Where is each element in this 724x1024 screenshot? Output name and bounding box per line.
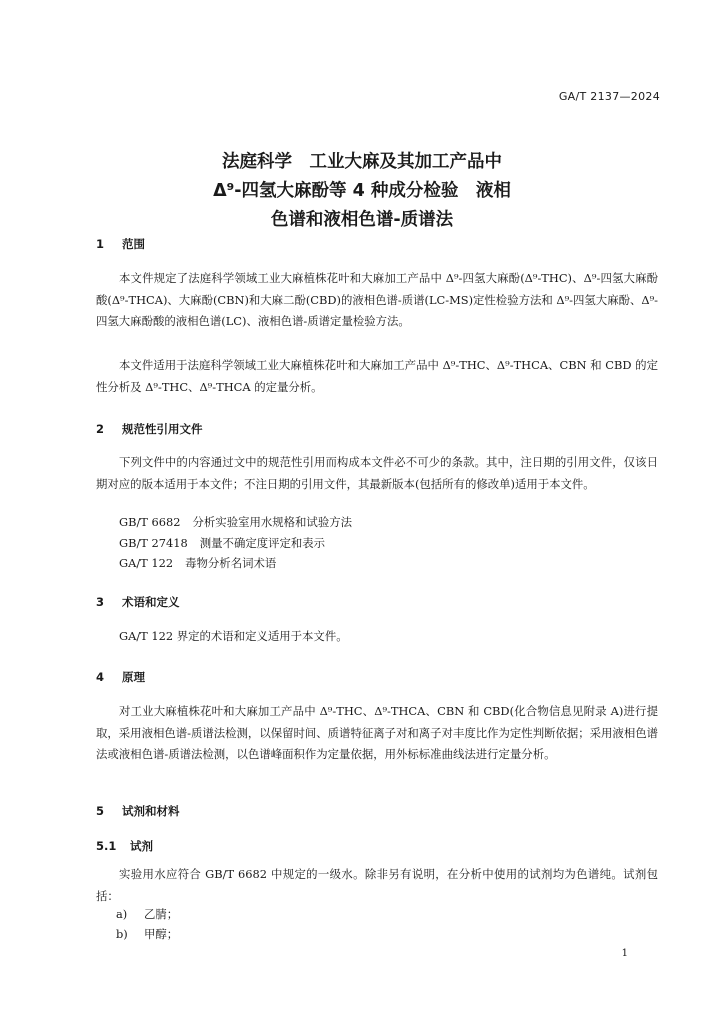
list-text: 甲醇； <box>144 927 179 941</box>
normative-reference <box>119 514 352 530</box>
list-text: 乙腈； <box>144 907 179 921</box>
reagent-list-item <box>116 926 178 942</box>
reference-code: GA/T 122 <box>119 556 174 570</box>
section-3-paragraph-1: GA/T 122 界定的术语和定义适用于本文件。 <box>119 629 348 643</box>
section-1-paragraph-1: 本文件规定了法庭科学领域工业大麻植株花叶和大麻加工产品中 Δ⁹-四氢大麻酚(Δ⁹-THC)、Δ⁹-四氢大麻酚酸(Δ⁹-THCA)、大麻酚(CBN)和大麻二酚(CBD)的液相色谱-质谱(LC-MS)定性检验方法和 Δ⁹-四氢大麻酚、Δ⁹-四氢大麻酚酸的液相色谱(LC)、液相色谱-质谱定量检验方法。 <box>96 271 659 328</box>
page-number: 1 <box>621 948 628 959</box>
section-2-paragraph-1: 下列文件中的内容通过文中的规范性引用而构成本文件必不可少的条款。其中，注日期的引用文件，仅该日期对应的版本适用于本文件；不注日期的引用文件，其最新版本(包括所有的修改单)适用于本文件。 <box>96 455 658 491</box>
reagent-list-item <box>116 906 178 922</box>
section-title: 试剂和材料 <box>122 804 180 818</box>
list-marker: b) <box>116 927 128 941</box>
normative-reference <box>119 555 276 571</box>
reference-code: GB/T 27418 <box>119 536 188 550</box>
section-2-heading <box>96 421 203 437</box>
section-5-1-heading <box>96 838 153 854</box>
section-title: 规范性引用文件 <box>122 422 203 436</box>
section-4-heading <box>96 669 145 685</box>
reference-title: 测量不确定度评定和表示 <box>199 536 326 550</box>
section-title: 范围 <box>122 237 145 251</box>
reference-code: GB/T 6682 <box>119 515 181 529</box>
reference-title: 毒物分析名词术语 <box>185 556 277 570</box>
normative-reference <box>119 535 325 551</box>
section-number: 2 <box>96 422 105 436</box>
section-3-heading <box>96 594 180 610</box>
section-number: 5.1 <box>96 839 117 853</box>
list-marker: a) <box>116 907 128 921</box>
section-title: 术语和定义 <box>122 595 180 609</box>
section-number: 1 <box>96 237 105 251</box>
standard-code: GA/T 2137—2024 <box>558 90 660 103</box>
title-line-3: 色谱和液相色谱-质谱法 <box>270 210 454 230</box>
section-title: 试剂 <box>130 839 153 853</box>
title-line-1: 法庭科学 工业大麻及其加工产品中 <box>222 152 502 172</box>
section-1-heading <box>96 236 145 252</box>
title-line-2: Δ⁹-四氢大麻酚等 4 种成分检验 液相 <box>213 181 511 201</box>
section-number: 4 <box>96 670 105 684</box>
section-4-paragraph-1: 对工业大麻植株花叶和大麻加工产品中 Δ⁹-THC、Δ⁹-THCA、CBN 和 CBD(化合物信息见附录 A)进行提取，采用液相色谱-质谱法检测，以保留时间、质谱特征离子对和离子对丰度比作为定性判断依据；采用液相色谱法或液相色谱-质谱法检测，以色谱峰面积作为定量依据，用外标标准曲线法进行定量分析。 <box>96 704 658 761</box>
section-5-1-paragraph-1: 实验用水应符合 GB/T 6682 中规定的一级水。除非另有说明，在分析中使用的试剂均为色谱纯。试剂包括： <box>96 867 658 903</box>
reference-title: 分析实验室用水规格和试验方法 <box>192 515 352 529</box>
section-number: 5 <box>96 804 105 818</box>
section-1-paragraph-2: 本文件适用于法庭科学领域工业大麻植株花叶和大麻加工产品中 Δ⁹-THC、Δ⁹-THCA、CBN 和 CBD 的定性分析及 Δ⁹-THC、Δ⁹-THCA 的定量分析。 <box>96 358 658 394</box>
section-5-heading <box>96 803 180 819</box>
section-number: 3 <box>96 595 105 609</box>
document-title <box>0 148 724 235</box>
section-title: 原理 <box>122 670 145 684</box>
